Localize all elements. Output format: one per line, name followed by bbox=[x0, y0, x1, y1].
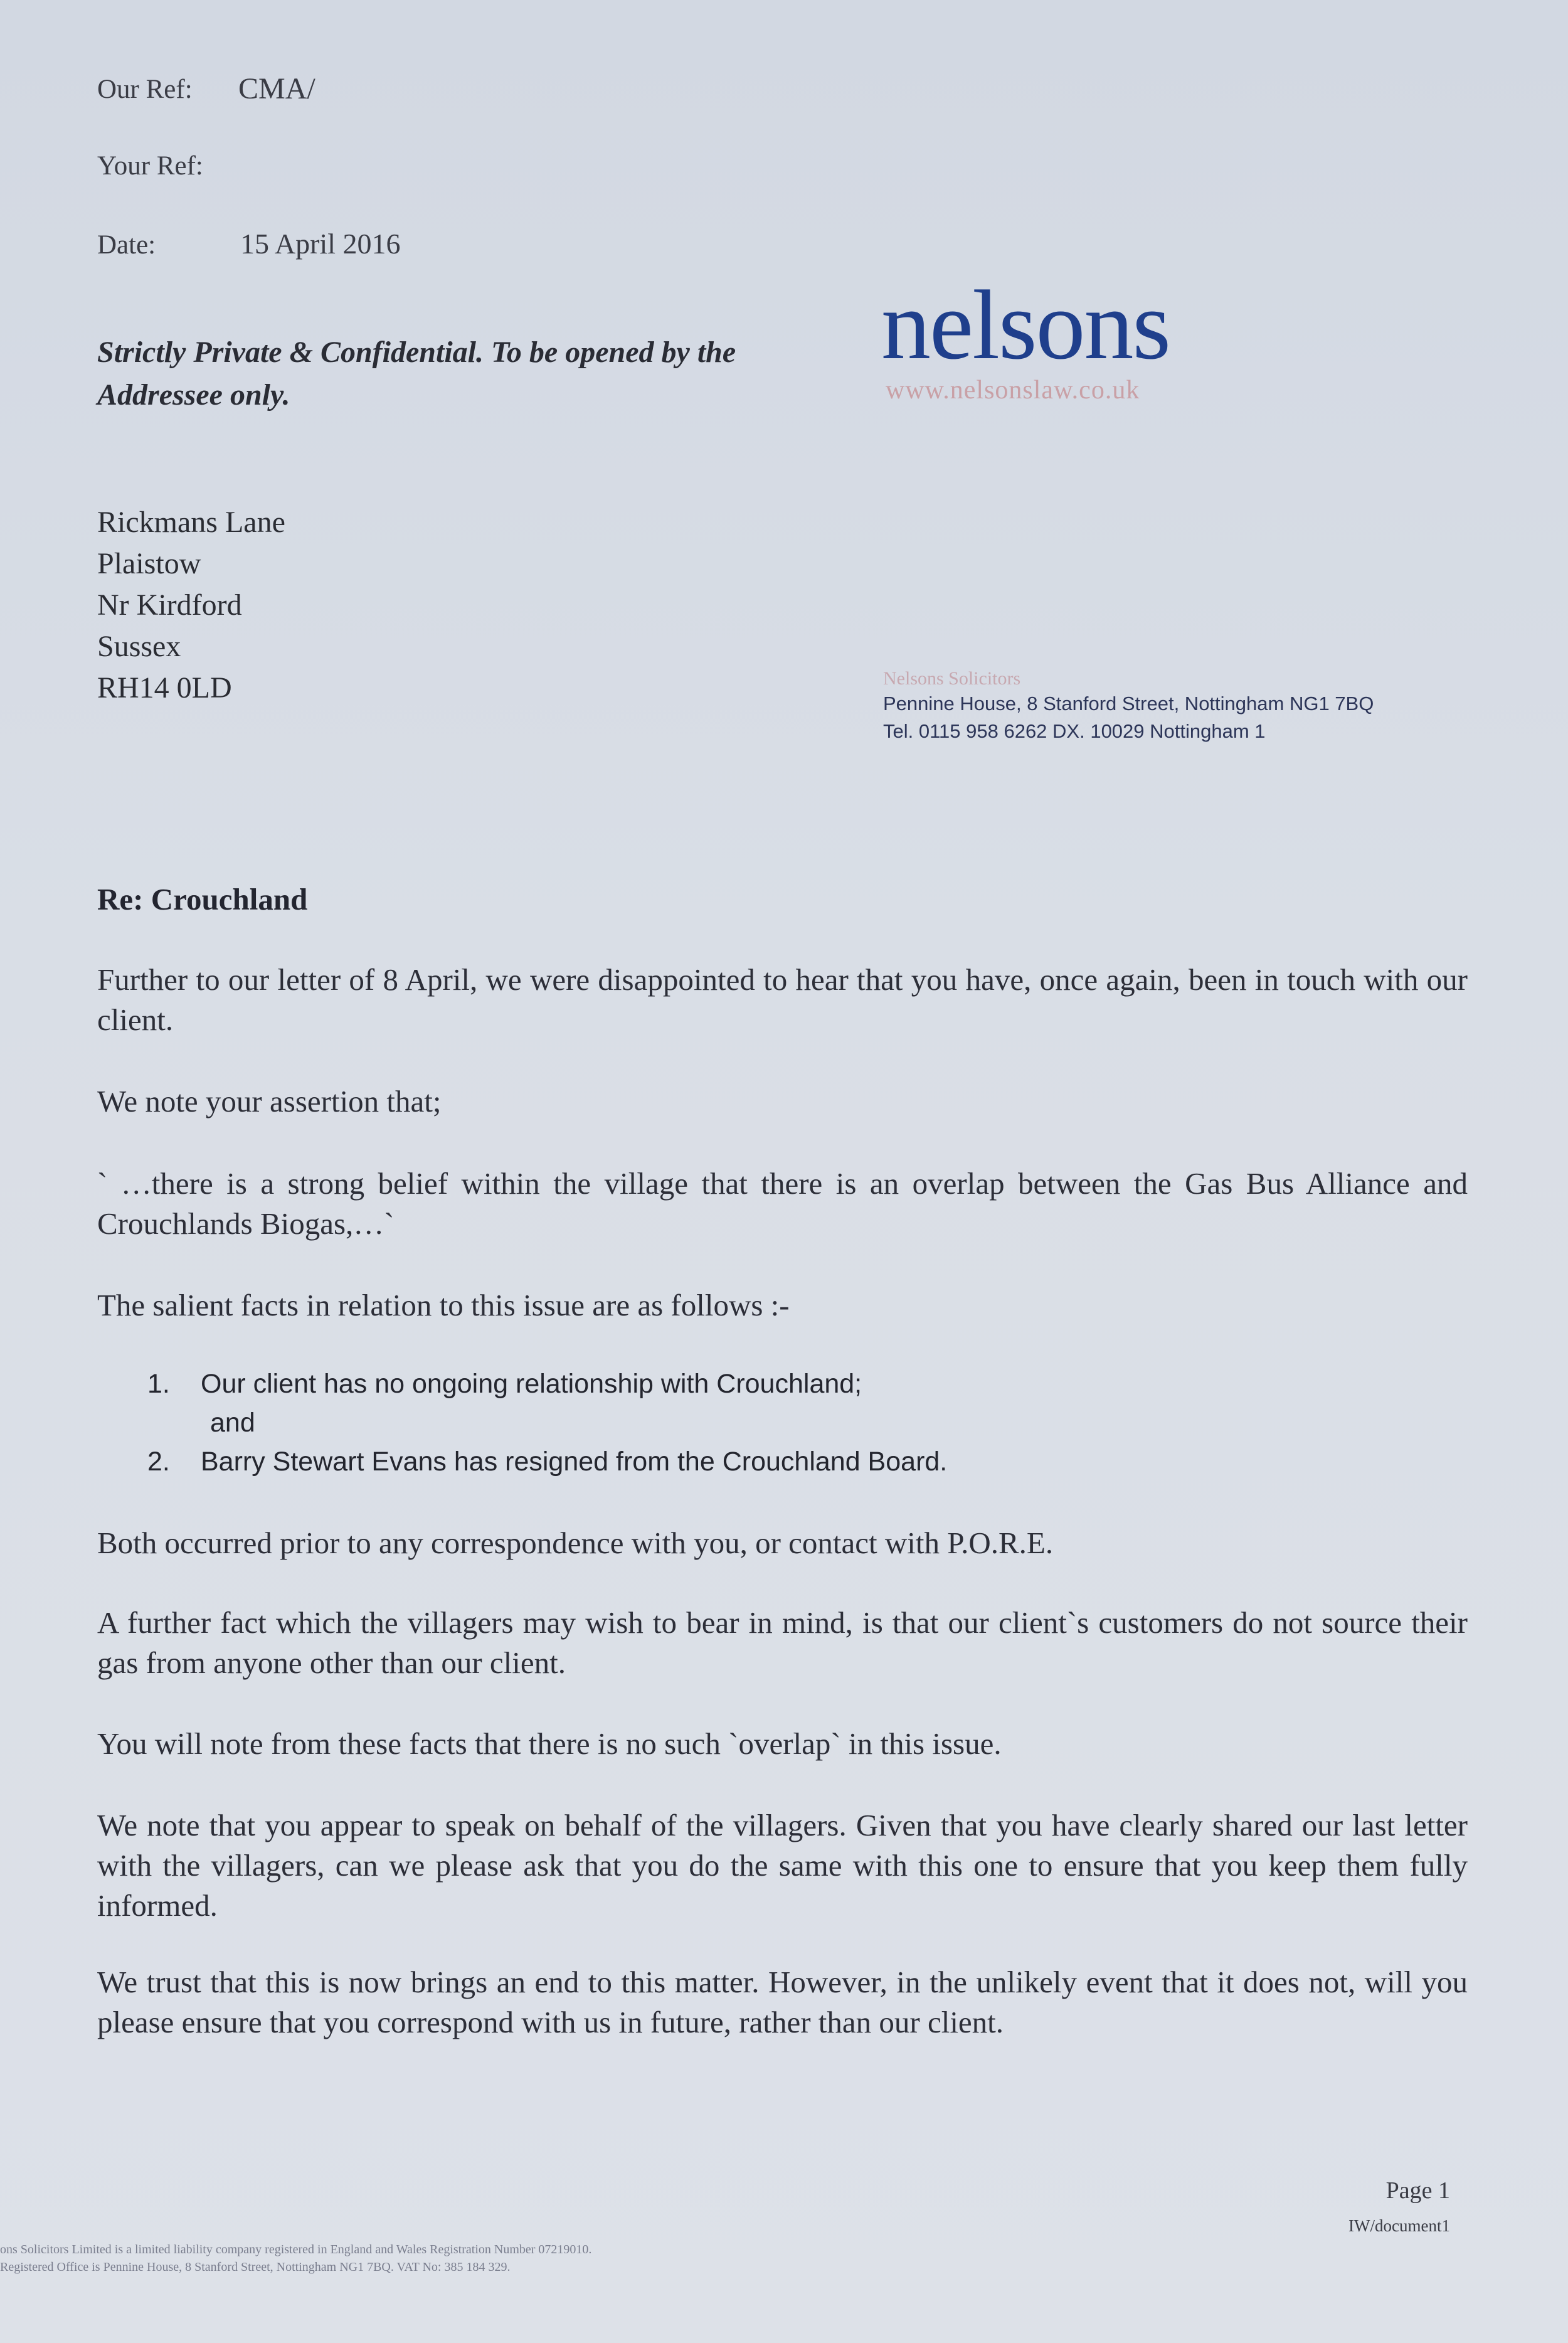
our-ref-label: Our Ref: bbox=[97, 75, 193, 104]
firm-address-line: Pennine House, 8 Stanford Street, Nottingham NG1 7BQ bbox=[883, 693, 1374, 715]
quoted-assertion: ` …there is a strong belief within the village that there is an overlap between the Gas Bus Alliance and Crouchlands Biogas,…` bbox=[97, 1166, 1468, 1241]
reference-block bbox=[97, 74, 662, 275]
subject-line: Re: Crouchland bbox=[97, 882, 308, 916]
footer-line: ons Solicitors Limited is a limited liability company registered in England and Wales Registration Number 07219010. bbox=[0, 2243, 592, 2256]
your-ref-label: Your Ref: bbox=[97, 151, 203, 181]
footer-line: Registered Office is Pennine House, 8 Stanford Street, Nottingham NG1 7BQ. VAT No: 385 184 329. bbox=[0, 2260, 511, 2274]
our-ref-value: CMA/ bbox=[238, 72, 315, 105]
address-line: RH14 0LD bbox=[97, 671, 232, 704]
body-paragraph: You will note from these facts that there is no such `overlap` in this issue. bbox=[97, 1726, 1002, 1761]
list-text: Our client has no ongoing relationship with Crouchland; bbox=[201, 1369, 862, 1399]
body-paragraph: We trust that this is now brings an end to this matter. However, in the unlikely event that it does not, will you please ensure that you correspond with us in future, rather than our client. bbox=[97, 1965, 1468, 2039]
address-line: Sussex bbox=[97, 630, 181, 663]
body-paragraph: We note your assertion that; bbox=[97, 1084, 442, 1118]
company-registration-footer bbox=[0, 2241, 941, 2276]
list-item bbox=[147, 1442, 947, 1481]
list-item-continuation: and bbox=[210, 1408, 255, 1438]
list-text: Barry Stewart Evans has resigned from the Crouchland Board. bbox=[201, 1447, 948, 1477]
date-value: 15 April 2016 bbox=[240, 228, 401, 260]
recipient-address bbox=[97, 502, 285, 709]
document-reference: IW/document1 bbox=[1348, 2216, 1450, 2235]
body-paragraph: Both occurred prior to any correspondence with you, or contact with P.O.R.E. bbox=[97, 1526, 1054, 1560]
body-paragraph: We note that you appear to speak on behalf of the villagers. Given that you have clearly shared our last letter with the villagers, can we please ask that you do the same with this one to ensure that you keep them fully informed. bbox=[97, 1808, 1468, 1923]
facts-list bbox=[147, 1364, 947, 1481]
body-paragraph: Further to our letter of 8 April, we were disappointed to hear that you have, once again, been in touch with our client. bbox=[97, 962, 1468, 1037]
firm-contact bbox=[883, 690, 1374, 745]
date-label: Date: bbox=[97, 230, 156, 260]
company-website: www.nelsonslaw.co.uk bbox=[886, 376, 1140, 405]
list-item bbox=[147, 1364, 947, 1403]
body-paragraph: The salient facts in relation to this issue are as follows :- bbox=[97, 1288, 790, 1322]
list-number: 2. bbox=[147, 1447, 170, 1477]
company-logo: nelsons bbox=[881, 270, 1170, 380]
firm-phone-line: Tel. 0115 958 6262 DX. 10029 Nottingham 1 bbox=[883, 720, 1266, 742]
address-line: Nr Kirdford bbox=[97, 588, 242, 622]
firm-name: Nelsons Solicitors bbox=[883, 668, 1021, 689]
confidential-notice: Strictly Private & Confidential. To be opened by the Addressee only. bbox=[97, 336, 736, 412]
address-line: Rickmans Lane bbox=[97, 506, 285, 539]
address-line: Plaistow bbox=[97, 547, 201, 580]
list-number: 1. bbox=[147, 1369, 170, 1399]
body-paragraph: A further fact which the villagers may wish to bear in mind, is that our client`s customers do not source their gas from anyone other than our client. bbox=[97, 1605, 1468, 1680]
page-number: Page 1 bbox=[1385, 2177, 1450, 2204]
